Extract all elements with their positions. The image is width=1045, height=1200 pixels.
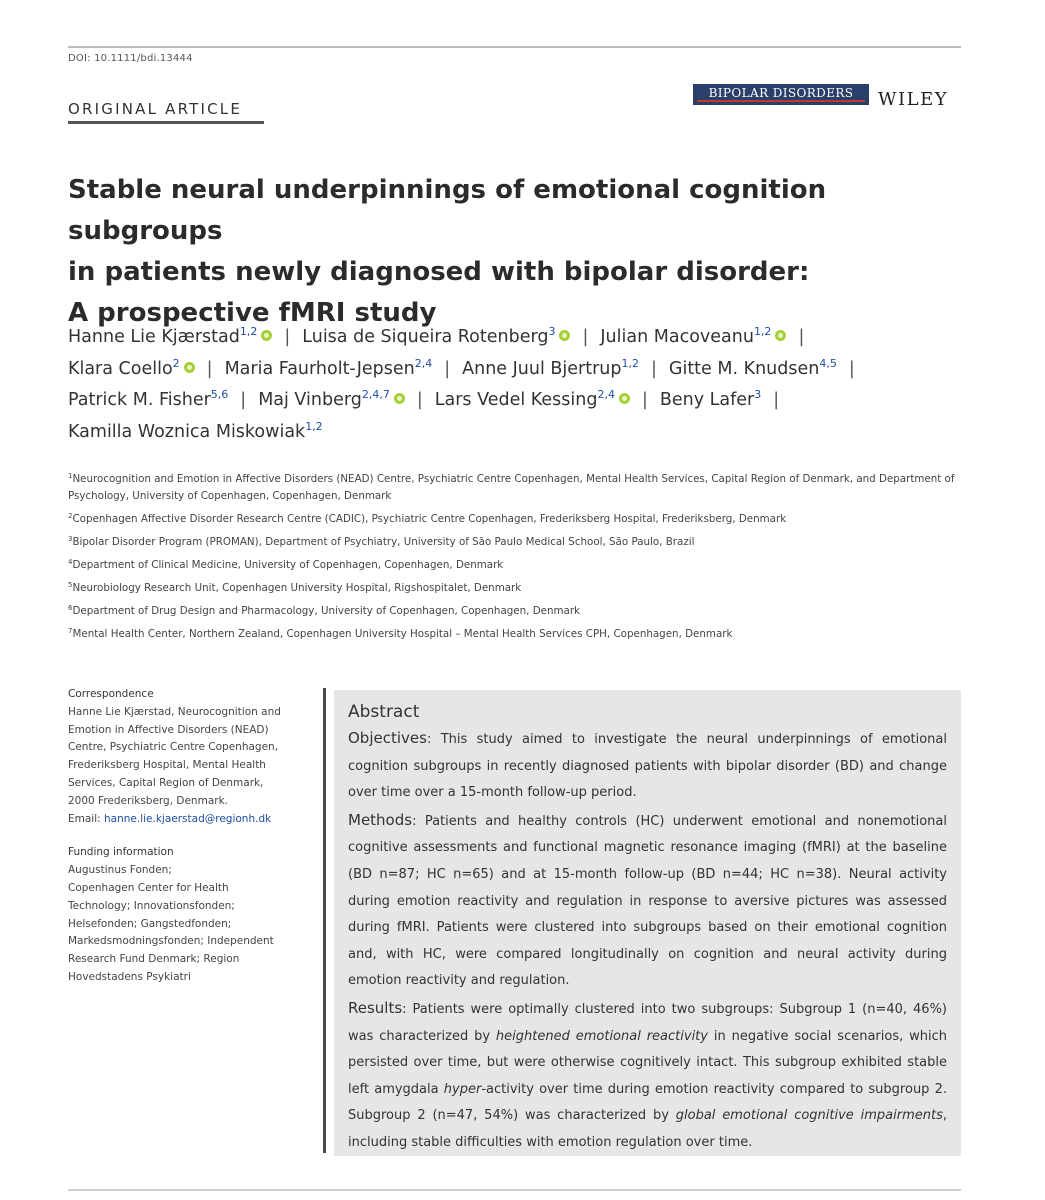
author-list — [68, 322, 968, 448]
affiliation-number: 1 — [68, 472, 73, 480]
affiliation-text: Bipolar Disorder Program (PROMAN), Department of Psychiatry, University of São Paulo Medical School, São Paulo, Brazil — [72, 536, 695, 548]
methods-text: Patients and healthy controls (HC) underwent emotional and nonemotional cognitive assessments and functional magnetic resonance imaging (fMRI) at the baseline (BD n=87; HC n=65) and at 15-month follow-up (BD n=44; HC n=38). Neural activity during emotion reactivity and regulation in response to aversive pictures was assessed during fMRI. Patients were clustered into subgroups based on their emotional cognition and, with HC, were compared longitudinally on cognition and neural activity during emotion reactivity and regulation. — [348, 813, 947, 989]
results-text: Patients were optimally clustered into two subgroups: Subgroup 1 (n=40, 46%) was characterized by — [348, 1001, 947, 1044]
abstract-divider — [323, 688, 326, 1153]
affiliation — [68, 471, 961, 505]
funding-line: Technology; Innovationsfonden; — [68, 899, 235, 912]
author-name: Beny Lafer — [659, 390, 755, 410]
author-line — [68, 385, 968, 417]
title-line: Stable neural underpinnings of emotional cognition subgroups — [68, 175, 827, 246]
correspondence-line: 2000 Frederiksberg, Denmark. — [68, 794, 228, 807]
author-line — [68, 322, 968, 354]
author-affiliation-sup: 2,4,7 — [361, 388, 390, 401]
author-separator: | — [284, 327, 291, 347]
author-affiliation-sup: 1,2 — [621, 356, 639, 370]
top-rule — [68, 46, 961, 48]
journal-logo-strip — [697, 100, 865, 102]
author-name: Patrick M. Fisher — [68, 390, 211, 410]
author-affiliation-sup: 2,4 — [414, 356, 433, 370]
author-affiliation-sup: 1,2 — [305, 419, 323, 433]
author-name: Klara Coello — [68, 358, 173, 379]
author-name: Anne Juul Bjertrup — [462, 358, 622, 379]
author-affiliation-sup: 3 — [548, 325, 556, 338]
objectives-text: This study aimed to investigate the neural underpinnings of emotional cognition subgroups in recently diagnosed patients with bipolar disorder (BD) and change over time over a 15-month follow-up period. — [348, 732, 947, 801]
affiliation — [68, 626, 961, 643]
affiliation-text: Mental Health Center, Northern Zealand, Copenhagen University Hospital – Mental Health Services CPH, Copenhagen, Denmark — [72, 628, 733, 640]
email-link[interactable]: hanne.lie.kjaerstad@regionh.dk — [104, 812, 272, 825]
correspondence-line: Emotion in Affective Disorders (NEAD) — [68, 723, 269, 736]
affiliation-number: 3 — [68, 535, 73, 543]
funding-heading: Funding information — [68, 846, 174, 859]
author — [68, 327, 272, 347]
affiliation-number: 6 — [68, 604, 73, 612]
author-name: Gitte M. Knudsen — [668, 358, 820, 379]
affiliation-number: 7 — [68, 627, 73, 635]
author-separator: | — [582, 327, 589, 347]
affiliation-text: Copenhagen Affective Disorder Research Centre (CADIC), Psychiatric Centre Copenhagen, Frederiksberg Hospital, Frederiksberg, Denmark — [72, 513, 787, 525]
author-affiliation-sup: 1,2 — [239, 325, 258, 338]
author-name: Julian Macoveanu — [600, 327, 754, 347]
orcid-icon[interactable] — [559, 330, 570, 341]
author — [258, 390, 405, 410]
author-line — [68, 417, 968, 449]
abstract-box — [334, 690, 961, 1156]
objectives-label: Objectives — [348, 729, 427, 747]
author-name: Maria Faurholt-Jepsen — [224, 358, 415, 379]
orcid-icon[interactable] — [261, 330, 272, 341]
journal-name: BIPOLAR DISORDERS — [708, 86, 854, 100]
abstract-objectives: Objectives: This study aimed to investigate the neural underpinnings of emotional cognition subgroups in recently diagnosed patients with bipolar disorder (BD) and change over time over a 15-month follow-up period. — [348, 729, 947, 801]
author-line — [68, 354, 968, 386]
orcid-icon[interactable] — [775, 330, 786, 341]
affiliation-text: Department of Drug Design and Pharmacology, University of Copenhagen, Copenhagen, Denmark — [72, 605, 581, 617]
results-emphasis: heightened emotional reactivity — [495, 1028, 708, 1044]
affiliation — [68, 557, 961, 574]
affiliation-number: 2 — [68, 512, 73, 520]
author-name: Maj Vinberg — [258, 390, 362, 410]
author — [660, 390, 761, 410]
author-affiliation-sup: 5,6 — [210, 388, 229, 401]
author-affiliation-sup: 4,5 — [819, 356, 837, 370]
funding-line: Research Fund Denmark; Region — [68, 953, 240, 966]
article-sidebar — [68, 686, 308, 987]
journal-logo — [693, 84, 869, 105]
correspondence-line: Services, Capital Region of Denmark, — [68, 776, 264, 789]
abstract-methods: Methods: Patients and healthy controls (HC) underwent emotional and nonemotional cognitive assessments and functional magnetic resonance imaging (fMRI) at the baseline (BD n=87; HC n=65) and at 15-month follow-up (BD n=44; HC n=38). Neural activity during emotion reactivity and regulation in response to aversive pictures was assessed during fMRI. Patients were clustered into subgroups based on their emotional cognition and, with HC, were compared longitudinally on cognition and neural activity during emotion reactivity and regulation. — [348, 810, 947, 989]
affiliation — [68, 511, 961, 528]
author-name: Lars Vedel Kessing — [434, 390, 598, 410]
results-text: in negative social scenarios, which persisted over time, but were otherwise cognitively intact. This subgroup exhibited stable left amygdala — [348, 1028, 947, 1097]
affiliation-number: 4 — [68, 558, 73, 566]
abstract-heading: Abstract — [348, 702, 420, 722]
article-type: ORIGINAL ARTICLE — [68, 100, 242, 118]
paper-title — [68, 170, 968, 334]
email-label: Email: — [68, 812, 101, 825]
affiliation — [68, 580, 961, 597]
author-name: Kamilla Woznica Miskowiak — [68, 421, 306, 442]
affiliation-text: Neurocognition and Emotion in Affective Disorders (NEAD) Centre, Psychiatric Centre Copenhagen, Mental Health Services, Capital Region of Denmark, and Department of Psychology, University of Copenhagen, Copenhagen, Denmark — [68, 473, 955, 502]
author — [224, 356, 433, 379]
methods-label: Methods — [348, 810, 413, 829]
doi: DOI: 10.1111/bdi.13444 — [68, 53, 193, 64]
title-line: in patients newly diagnosed with bipolar disorder: — [68, 257, 810, 287]
correspondence-heading: Correspondence — [68, 688, 154, 700]
author-separator: | — [240, 390, 247, 410]
author — [68, 419, 323, 442]
results-emphasis: global emotional cognitive impairments — [675, 1108, 943, 1124]
author-separator: | — [641, 390, 648, 410]
author-name: Hanne Lie Kjærstad — [68, 327, 240, 347]
correspondence-line: Centre, Psychiatric Centre Copenhagen, — [68, 741, 279, 754]
author-separator: | — [848, 358, 855, 379]
publisher-logo: WILEY — [878, 89, 949, 110]
correspondence-email-row — [68, 811, 308, 829]
author — [302, 327, 570, 347]
results-text: , including stable difficulties with emotion regulation over time. — [348, 1108, 947, 1150]
results-text: -activity over time during emotion reactivity compared to subgroup 2. Subgroup 2 (n=47, 54%) was characterized by — [348, 1081, 948, 1124]
funding-line: Helsefonden; Gangstedfonden; — [68, 917, 232, 930]
author — [68, 390, 228, 410]
author-separator: | — [206, 358, 213, 379]
results-emphasis: hyper — [443, 1081, 482, 1097]
author-affiliation-sup: 3 — [754, 388, 762, 401]
affiliation — [68, 534, 961, 551]
orcid-icon[interactable] — [394, 393, 405, 404]
author-separator: | — [798, 327, 805, 347]
author-affiliation-sup: 1,2 — [753, 325, 772, 338]
funding-line: Hovedstadens Psykiatri — [68, 970, 191, 983]
affiliation-text: Neurobiology Research Unit, Copenhagen University Hospital, Rigshospitalet, Denmark — [72, 582, 522, 594]
author-separator: | — [650, 358, 657, 379]
abstract-results: Results: Patients were optimally clustered into two subgroups: Subgroup 1 (n=40, 46%) was characterized by heightened emotional reactivity in negative social scenarios, which persisted over time, but were otherwise cognitively intact. This subgroup exhibited stable left amygdala hyper-activity over time during emotion reactivity compared to subgroup 2. Subgroup 2 (n=47, 54%) was characterized by global emotional cognitive impairments, including stable difficulties with emotion regulation over time. — [348, 998, 948, 1150]
author-name: Luisa de Siqueira Rotenberg — [302, 327, 549, 347]
funding-line: Copenhagen Center for Health — [68, 881, 229, 894]
affiliation-list — [68, 471, 961, 649]
funding-line: Augustinus Fonden; — [68, 864, 172, 877]
sidebar-spacer — [68, 828, 308, 844]
author-affiliation-sup: 2,4 — [597, 388, 615, 401]
article-type-underline — [68, 121, 264, 124]
affiliation-number: 5 — [68, 581, 73, 589]
results-label: Results — [348, 998, 403, 1017]
title-line: A prospective fMRI study — [68, 298, 437, 328]
orcid-icon[interactable] — [184, 362, 195, 373]
author — [462, 356, 639, 379]
bottom-rule — [68, 1189, 961, 1191]
author — [68, 356, 195, 379]
affiliation-text: Department of Clinical Medicine, University of Copenhagen, Copenhagen, Denmark — [72, 559, 504, 571]
author — [435, 390, 630, 410]
correspondence-line: Hanne Lie Kjærstad, Neurocognition and — [68, 705, 281, 718]
funding-line: Markedsmodningsfonden; Independent — [68, 935, 274, 948]
author-separator: | — [416, 390, 423, 410]
author — [600, 327, 786, 347]
author-affiliation-sup: 2 — [172, 356, 180, 370]
author-separator: | — [444, 358, 451, 379]
author-separator: | — [773, 390, 780, 410]
affiliation — [68, 603, 961, 620]
orcid-icon[interactable] — [619, 393, 630, 404]
correspondence-line: Frederiksberg Hospital, Mental Health — [68, 759, 266, 772]
author — [668, 356, 837, 379]
